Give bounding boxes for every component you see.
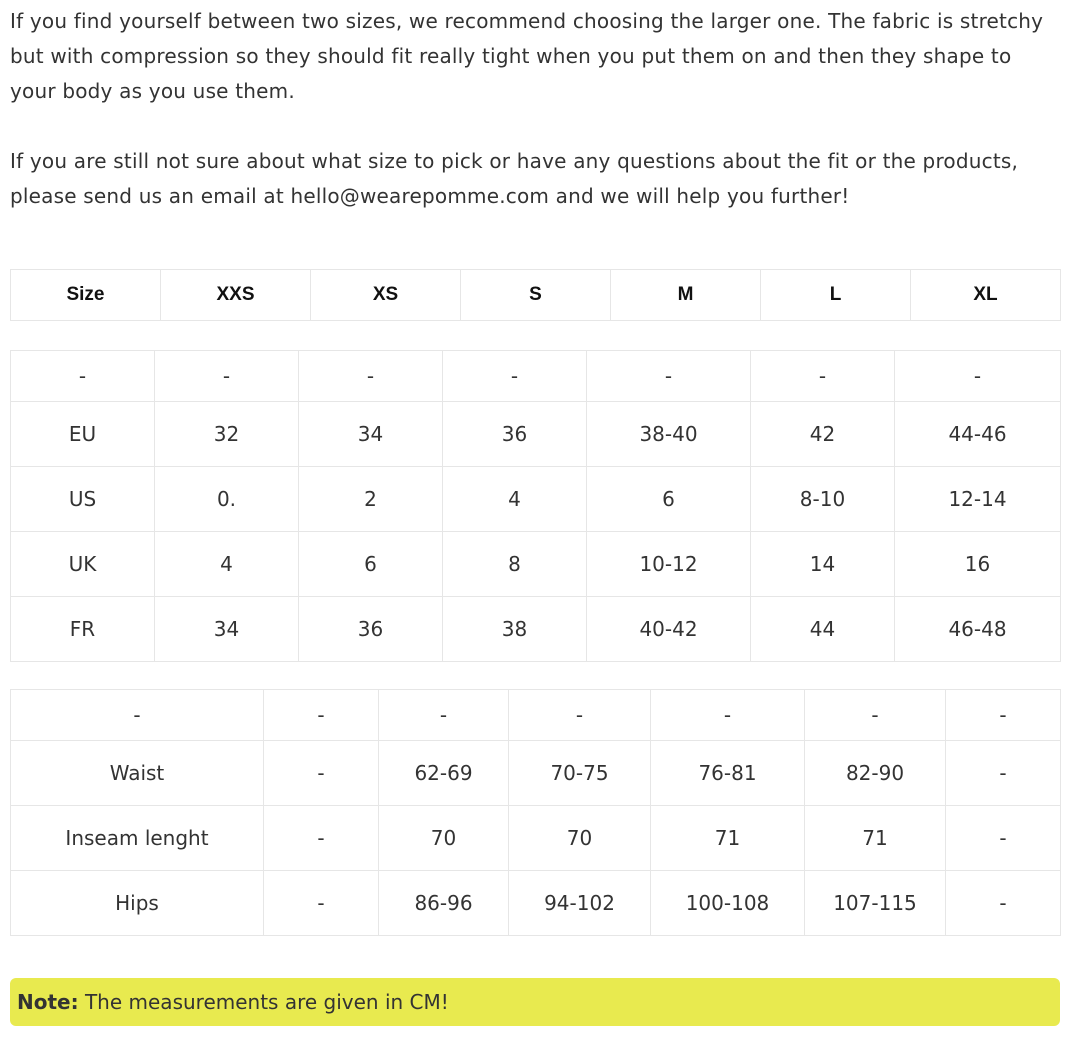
header-cell-m: M: [611, 270, 761, 321]
table-cell: 8-10: [751, 467, 895, 532]
size-header-table: [10, 269, 1061, 321]
table-cell: -: [946, 741, 1061, 806]
table-row-label: EU: [11, 402, 155, 467]
table-cell: 6: [299, 532, 443, 597]
intro-paragraph-fit: If you find yourself between two sizes, we recommend choosing the larger one. The fabric is stretchy but with compression so they should fit really tight when you put them on and then they shape to your body as you use them.: [10, 9, 1044, 103]
table-row-label: UK: [11, 532, 155, 597]
table-cell: 46-48: [895, 597, 1061, 662]
note-text: The measurements are given in CM!: [78, 990, 449, 1014]
table-cell: 44-46: [895, 402, 1061, 467]
table-cell: 36: [443, 402, 587, 467]
table-cell: 62-69: [379, 741, 509, 806]
table-cell: -: [946, 806, 1061, 871]
table-cell: 6: [587, 467, 751, 532]
table-cell: -: [805, 690, 946, 741]
header-cell-size: Size: [11, 270, 161, 321]
table-cell: 71: [805, 806, 946, 871]
measurement-table: [10, 689, 1061, 936]
table-header-row: [11, 351, 1061, 402]
header-cell-s: S: [461, 270, 611, 321]
table-row: [11, 597, 1061, 662]
table-cell: 38: [443, 597, 587, 662]
table-cell: -: [11, 690, 264, 741]
header-cell-xl: XL: [911, 270, 1061, 321]
table-cell: -: [11, 351, 155, 402]
table-row-label: FR: [11, 597, 155, 662]
table-row: [11, 871, 1061, 936]
table-cell: 76-81: [651, 741, 805, 806]
table-cell: 8: [443, 532, 587, 597]
table-cell: 94-102: [509, 871, 651, 936]
table-cell: 14: [751, 532, 895, 597]
table-cell: -: [379, 690, 509, 741]
table-cell: 34: [299, 402, 443, 467]
table-cell: 16: [895, 532, 1061, 597]
table-cell: -: [895, 351, 1061, 402]
header-cell-l: L: [761, 270, 911, 321]
table-cell: -: [443, 351, 587, 402]
table-cell: -: [264, 690, 379, 741]
table-cell: -: [264, 806, 379, 871]
table-cell: 44: [751, 597, 895, 662]
table-row: [11, 402, 1061, 467]
measurement-note-banner: [10, 978, 1060, 1026]
table-cell: 71: [651, 806, 805, 871]
table-cell: -: [155, 351, 299, 402]
table-cell: 32: [155, 402, 299, 467]
table-cell: 100-108: [651, 871, 805, 936]
table-cell: -: [264, 871, 379, 936]
table-cell: 70: [509, 806, 651, 871]
table-cell: -: [946, 690, 1061, 741]
table-cell: 4: [443, 467, 587, 532]
table-cell: 10-12: [587, 532, 751, 597]
header-cell-xs: XS: [311, 270, 461, 321]
table-row-label: Waist: [11, 741, 264, 806]
intro-paragraph-contact: If you are still not sure about what size to pick or have any questions about the fit or the products, please send us an email at hello@wearepomme.com and we will help you further!: [10, 149, 1019, 208]
table-cell: 38-40: [587, 402, 751, 467]
table-cell: 4: [155, 532, 299, 597]
table-cell: 12-14: [895, 467, 1061, 532]
table-cell: -: [299, 351, 443, 402]
table-row: [11, 532, 1061, 597]
note-label: Note:: [17, 990, 79, 1014]
table-header-row: [11, 690, 1061, 741]
table-cell: 2: [299, 467, 443, 532]
header-cell-xxs: XXS: [161, 270, 311, 321]
size-header-row: [11, 270, 1061, 321]
table-cell: -: [509, 690, 651, 741]
table-cell: -: [587, 351, 751, 402]
table-cell: 86-96: [379, 871, 509, 936]
table-row: [11, 806, 1061, 871]
table-cell: 0.: [155, 467, 299, 532]
size-conversion-table: [10, 350, 1061, 662]
table-row: [11, 741, 1061, 806]
table-cell: 40-42: [587, 597, 751, 662]
table-row-label: Inseam lenght: [11, 806, 264, 871]
table-cell: -: [946, 871, 1061, 936]
table-row-label: Hips: [11, 871, 264, 936]
table-cell: 34: [155, 597, 299, 662]
table-cell: 82-90: [805, 741, 946, 806]
table-cell: -: [751, 351, 895, 402]
table-row-label: US: [11, 467, 155, 532]
table-cell: 70-75: [509, 741, 651, 806]
table-cell: -: [264, 741, 379, 806]
table-row: [11, 467, 1061, 532]
table-cell: -: [651, 690, 805, 741]
table-cell: 36: [299, 597, 443, 662]
table-cell: 42: [751, 402, 895, 467]
table-cell: 70: [379, 806, 509, 871]
table-cell: 107-115: [805, 871, 946, 936]
